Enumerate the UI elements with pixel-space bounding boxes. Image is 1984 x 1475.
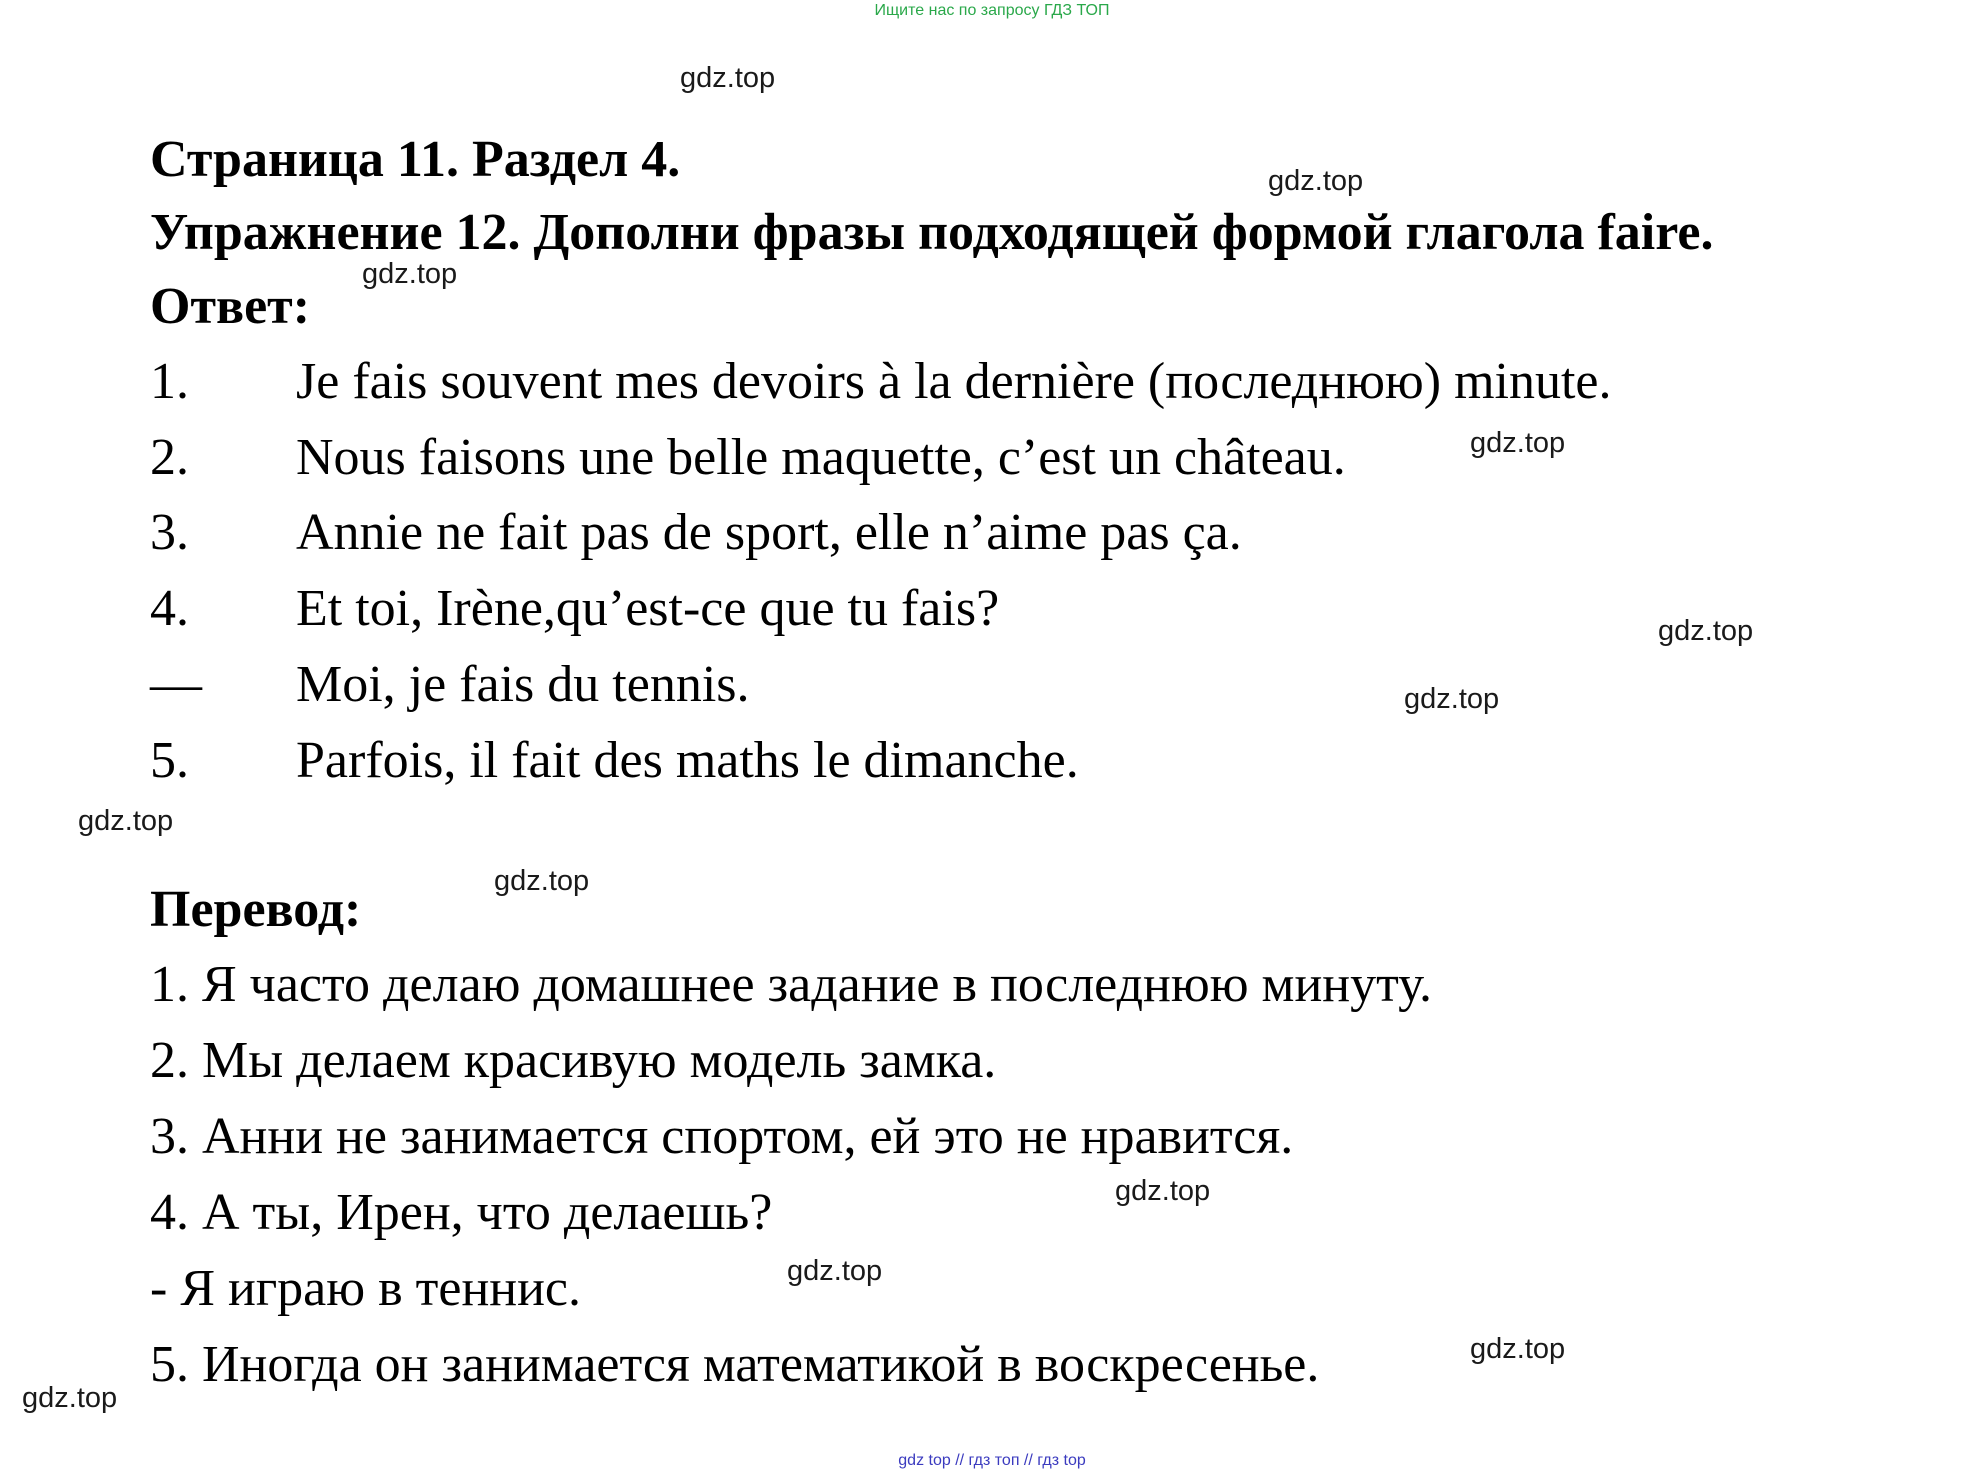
watermark: gdz.top [787,1255,883,1287]
answer-text: Et toi, Irène,qu’est-ce que tu fais? [296,580,1000,637]
answer-number: 1. [150,353,189,410]
watermark: gdz.top [1658,615,1754,647]
page-title: Страница 11. Раздел 4. [150,131,681,188]
answer-text: Nous faisons une belle maquette, c’est un château. [296,429,1346,486]
answer-text: Parfois, il fait des maths le dimanche. [296,732,1079,789]
answer-item [150,579,999,638]
answer-heading: Ответ: [150,278,311,335]
answer-item [150,731,1079,790]
watermark: gdz.top [1470,1333,1566,1365]
watermark: gdz.top [680,62,776,94]
watermark: gdz.top [362,258,458,290]
translation-item: 2. Мы делаем красивую модель замка. [150,1032,997,1089]
watermark: gdz.top [1115,1175,1211,1207]
answer-item [150,352,1612,411]
watermark: gdz.top [1404,683,1500,715]
watermark: gdz.top [78,805,174,837]
exercise-title: Упражнение 12. Дополни фразы подходящей формой глагола faire. [150,204,1714,261]
answer-text: Moi, je fais du tennis. [296,656,750,713]
answer-text: Annie ne fait pas de sport, elle n’aime pas ça. [296,504,1242,561]
translation-item: - Я играю в теннис. [150,1260,582,1317]
translation-heading: Перевод: [150,881,362,938]
answer-item [150,655,750,714]
watermark: gdz.top [1268,165,1364,197]
top-banner: Ищите нас по запросу ГДЗ ТОП [874,2,1110,19]
watermark: gdz.top [22,1382,118,1414]
answer-number: 5. [150,732,189,789]
answer-dash: — [150,656,202,713]
translation-item: 4. А ты, Ирен, что делаешь? [150,1184,773,1241]
translation-item: 1. Я часто делаю домашнее задание в последнюю минуту. [150,956,1432,1013]
bottom-banner: gdz top // гдз топ // гдз top [898,1452,1086,1469]
answer-item [150,428,1346,487]
translation-item: 5. Иногда он занимается математикой в воскресенье. [150,1336,1320,1393]
answer-number: 2. [150,429,189,486]
answer-text: Je fais souvent mes devoirs à la dernière (последнюю) minute. [296,353,1612,410]
translation-item: 3. Анни не занимается спортом, ей это не нравится. [150,1108,1294,1165]
answer-number: 4. [150,580,189,637]
answer-item [150,503,1242,562]
answer-number: 3. [150,504,189,561]
watermark: gdz.top [1470,427,1566,459]
watermark: gdz.top [494,865,590,897]
